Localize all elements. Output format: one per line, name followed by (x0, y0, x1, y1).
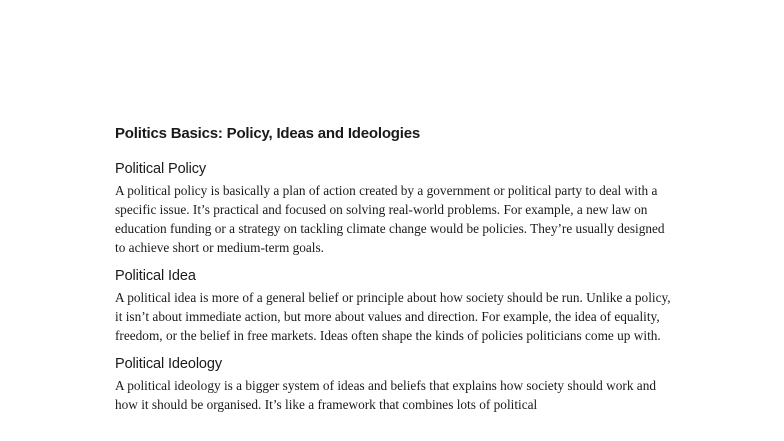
section-heading: Political Ideology (115, 356, 223, 372)
section-heading: Political Policy (115, 161, 207, 177)
section-political-idea (115, 266, 675, 345)
document-content (115, 124, 675, 423)
section-political-ideology (115, 354, 675, 414)
section-paragraph: A political policy is basically a plan of action created by a government or political party to deal with a specific issue. It’s practical and focused on solving real-world problems. For example, a new law on education funding or a strategy on tackling climate change would be policies. They’re usually designed to achieve short or medium-term goals. (115, 183, 665, 255)
section-heading: Political Idea (115, 268, 196, 284)
document-title: Politics Basics: Policy, Ideas and Ideologies (115, 125, 420, 142)
section-paragraph: A political ideology is a bigger system of ideas and beliefs that explains how society should work and how it should be organised. It’s like a framework that combines lots of political (115, 378, 657, 412)
section-paragraph: A political idea is more of a general belief or principle about how society should be run. Unlike a policy, it isn’t about immediate action, but more about values and direction. For example, the idea of equality, freedom, or the belief in free markets. Ideas often shape the kinds of policies politicians come up with. (115, 290, 671, 343)
section-political-policy (115, 159, 675, 257)
